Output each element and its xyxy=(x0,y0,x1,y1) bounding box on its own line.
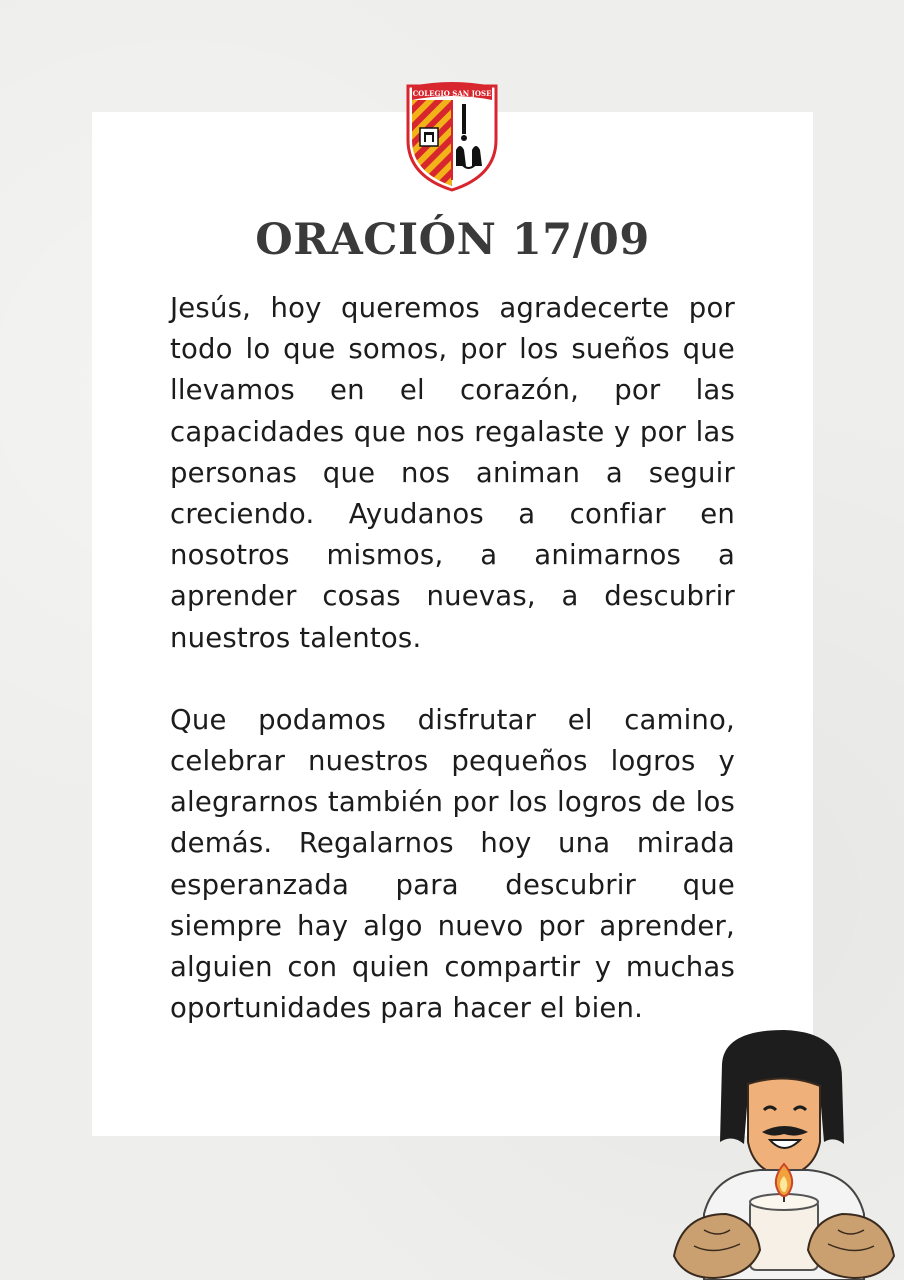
character-holding-candle-icon xyxy=(664,1024,904,1280)
prayer-paragraph: Que podamos disfrutar el camino, celebrar nuestros pequeños logros y alegrarnos también por los logros de los demás. Regalarnos hoy una mirada esperanzada para descubrir que siempre hay algo nuevo por aprender, alguien con quien compartir y muchas oportunidades para hacer el bien. xyxy=(170,703,735,1025)
page-title: ORACIÓN 17/09 xyxy=(255,215,650,265)
prayer-paragraph: Jesús, hoy queremos agradecerte por todo lo que somos, por los sueños que llevamos en el corazón, por las capacidades que nos regalaste y por las personas que nos animan a seguir creciendo. Ayudanos a confiar en nosotros mismos, a animarnos a aprender cosas nuevas, a descubrir nuestros talentos. xyxy=(170,292,735,654)
school-crest-icon xyxy=(404,80,500,192)
prayer-text xyxy=(170,288,735,1029)
crest-banner-text: COLEGIO SAN JOSE xyxy=(412,89,492,98)
